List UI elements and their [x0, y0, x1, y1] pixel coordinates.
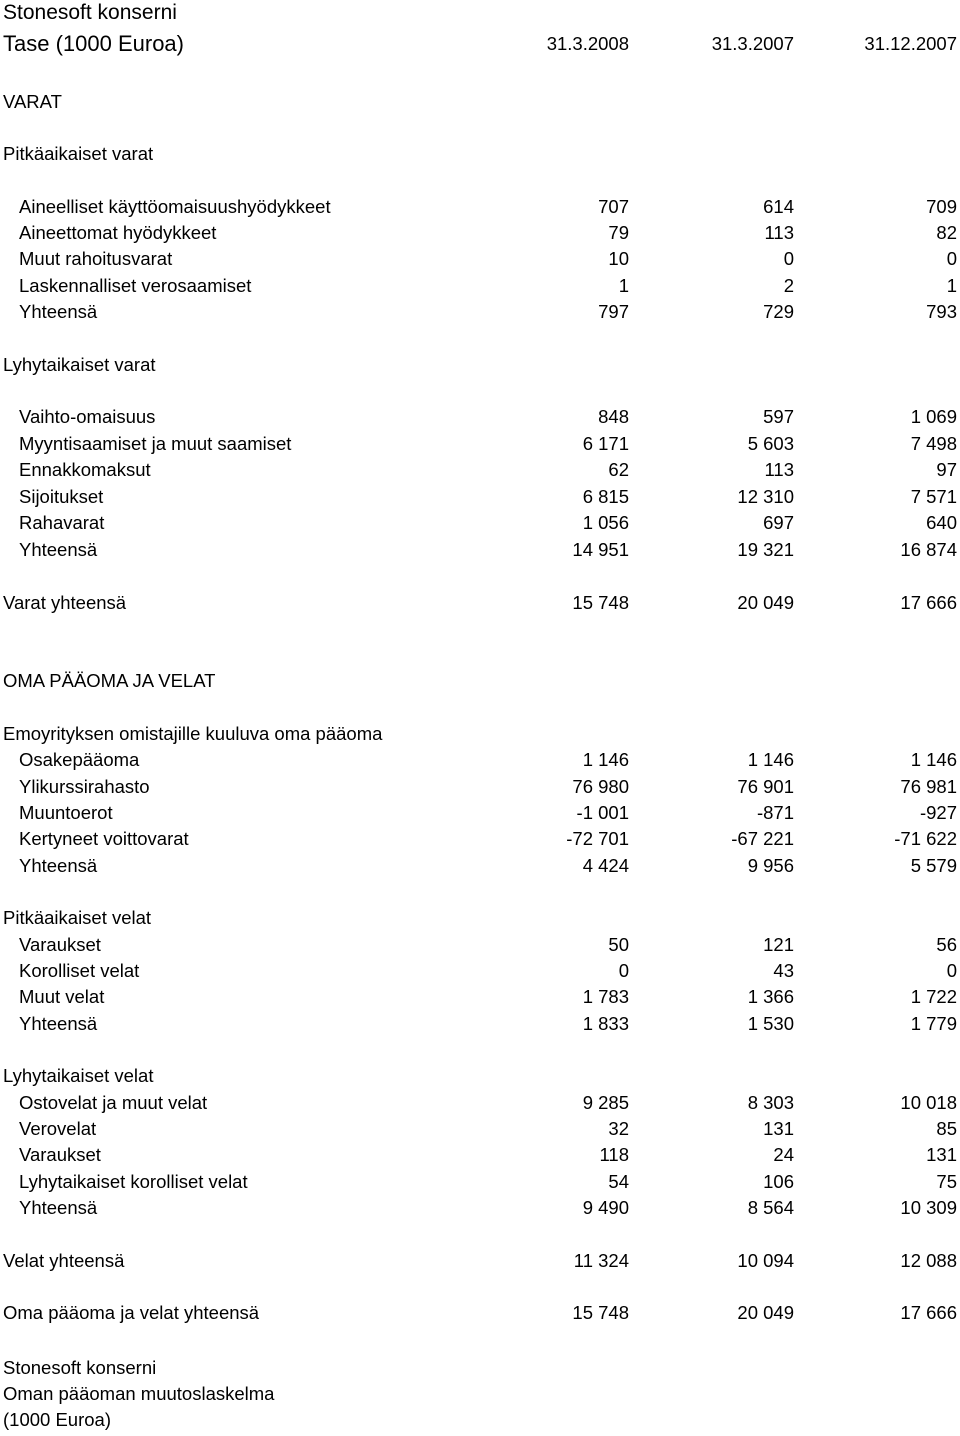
cell-value: 614: [763, 196, 794, 217]
row-label: Yhteensä: [19, 1013, 98, 1034]
cell-value: 113: [764, 459, 794, 480]
table-row: [0, 1142, 960, 1168]
cell-value: 11 324: [573, 1250, 629, 1271]
cell-value: 7 571: [910, 486, 957, 507]
cell-value: 9 490: [582, 1197, 629, 1218]
subsection-heading: [0, 721, 960, 747]
table-row: [0, 431, 960, 457]
row-label: Lyhytaikaiset korolliset velat: [19, 1171, 248, 1192]
subsection-heading-text: Lyhytaikaiset varat: [3, 354, 156, 375]
column-header-fy-2007: 31.12.2007: [864, 33, 957, 54]
subsection-heading-text: Emoyrityksen omistajille kuuluva oma pääoma: [3, 723, 383, 744]
table-row: [0, 932, 960, 958]
cell-value: 76 901: [737, 776, 794, 797]
footer-company-name-text: Stonesoft konserni: [3, 1357, 157, 1378]
cell-value: 20 049: [737, 592, 794, 613]
footer-unit-text: (1000 Euroa): [3, 1409, 111, 1430]
table-row: [0, 457, 960, 483]
footer-unit: [0, 1407, 960, 1433]
cell-value: 16 874: [900, 539, 957, 560]
cell-value: 6 815: [582, 486, 629, 507]
cell-value: 15 748: [572, 592, 629, 613]
cell-value: 76 980: [572, 776, 629, 797]
subsection-heading: [0, 1063, 960, 1089]
cell-value: 17 666: [900, 1302, 957, 1323]
total-row-equity-liabilities: [0, 1300, 960, 1326]
cell-value: 5 603: [747, 433, 794, 454]
table-row: [0, 510, 960, 536]
cell-value: 8 303: [747, 1092, 794, 1113]
row-label: Aineelliset käyttöomaisuushyödykkeet: [19, 196, 331, 217]
cell-value: 50: [608, 934, 629, 955]
row-label: Sijoitukset: [19, 486, 104, 507]
table-row: [0, 1169, 960, 1195]
table-row: [0, 800, 960, 826]
cell-value: 85: [936, 1118, 957, 1139]
cell-value: 729: [763, 301, 794, 322]
cell-value: 640: [926, 512, 957, 533]
table-row: [0, 958, 960, 984]
row-label: Verovelat: [19, 1118, 97, 1139]
row-label: Kertyneet voittovarat: [19, 828, 189, 849]
cell-value: 1: [618, 275, 629, 296]
cell-value: 75: [936, 1171, 957, 1192]
table-row: [0, 484, 960, 510]
cell-value: 12 310: [737, 486, 794, 507]
row-label: Rahavarat: [19, 512, 105, 533]
cell-value: 32: [608, 1118, 629, 1139]
cell-value: -871: [756, 802, 794, 823]
subtotal-row: [0, 853, 960, 879]
cell-value: 131: [926, 1144, 957, 1165]
cell-value: 14 951: [572, 539, 629, 560]
table-row: [0, 246, 960, 272]
section-heading-equity-liabilities: [0, 668, 960, 694]
cell-value: 76 981: [900, 776, 957, 797]
section-heading-assets: [0, 89, 960, 115]
table-row: [0, 1116, 960, 1142]
cell-value: -927: [919, 802, 957, 823]
cell-value: 17 666: [900, 592, 957, 613]
cell-value: 709: [926, 196, 957, 217]
column-header-q1-2007: 31.3.2007: [711, 33, 794, 54]
cell-value: -71 622: [894, 828, 957, 849]
cell-value: 24: [773, 1144, 794, 1165]
total-row-liabilities: [0, 1248, 960, 1274]
cell-value: 1 069: [910, 406, 957, 427]
subtotal-row: [0, 1011, 960, 1037]
cell-value: 79: [608, 222, 629, 243]
cell-value: 1 146: [747, 749, 794, 770]
subsection-heading: [0, 905, 960, 931]
cell-value: 1 779: [910, 1013, 957, 1034]
cell-value: 1: [946, 275, 957, 296]
cell-value: 121: [763, 934, 794, 955]
cell-value: 113: [764, 222, 794, 243]
cell-value: 848: [598, 406, 629, 427]
table-row: [0, 1090, 960, 1116]
cell-value: 797: [598, 301, 629, 322]
row-label: Yhteensä: [19, 1197, 98, 1218]
footer-title: [0, 1381, 960, 1407]
cell-value: 10 094: [737, 1250, 794, 1271]
subsection-heading: [0, 352, 960, 378]
subsection-heading-text: Pitkäaikaiset velat: [3, 907, 152, 928]
cell-value: 597: [763, 406, 794, 427]
balance-sheet-title-row: [0, 31, 960, 57]
row-label: Muut velat: [19, 986, 105, 1007]
cell-value: 1 366: [747, 986, 794, 1007]
total-row-assets: [0, 590, 960, 616]
cell-value: 106: [763, 1171, 794, 1192]
cell-value: 56: [936, 934, 957, 955]
row-label: Aineettomat hyödykkeet: [19, 222, 217, 243]
cell-value: 1 833: [582, 1013, 629, 1034]
cell-value: 9 956: [747, 855, 794, 876]
table-row: [0, 273, 960, 299]
cell-value: 1 530: [747, 1013, 794, 1034]
subtotal-row: [0, 537, 960, 563]
cell-value: 62: [608, 459, 629, 480]
table-row: [0, 747, 960, 773]
row-label: Ennakkomaksut: [19, 459, 151, 480]
column-header-q1-2008: 31.3.2008: [546, 33, 629, 54]
cell-value: 8 564: [747, 1197, 794, 1218]
footer-title-text: Oman pääoman muutoslaskelma: [3, 1383, 275, 1404]
row-label: Ylikurssirahasto: [19, 776, 150, 797]
cell-value: 9 285: [582, 1092, 629, 1113]
table-row: [0, 194, 960, 220]
subtotal-row: [0, 299, 960, 325]
cell-value: 2: [783, 275, 794, 296]
balance-sheet-title: Tase (1000 Euroa): [3, 31, 184, 56]
cell-value: 54: [608, 1171, 629, 1192]
cell-value: 97: [936, 459, 957, 480]
subsection-heading-text: Pitkäaikaiset varat: [3, 143, 154, 164]
cell-value: 1 056: [582, 512, 629, 533]
row-label: Varaukset: [19, 1144, 101, 1165]
cell-value: 707: [598, 196, 629, 217]
subtotal-row: [0, 1195, 960, 1221]
cell-value: 15 748: [572, 1302, 629, 1323]
cell-value: -72 701: [566, 828, 629, 849]
cell-value: 12 088: [900, 1250, 957, 1271]
row-label: Varat yhteensä: [3, 592, 127, 613]
cell-value: 793: [926, 301, 957, 322]
cell-value: 10 309: [900, 1197, 957, 1218]
cell-value: 131: [763, 1118, 794, 1139]
table-row: [0, 774, 960, 800]
row-label: Vaihto-omaisuus: [19, 406, 156, 427]
cell-value: 0: [946, 960, 957, 981]
row-label: Oma pääoma ja velat yhteensä: [3, 1302, 260, 1323]
cell-value: 0: [783, 248, 794, 269]
company-name: [0, 0, 960, 26]
footer-company-name: [0, 1355, 960, 1381]
cell-value: 19 321: [737, 539, 794, 560]
row-label: Osakepääoma: [19, 749, 140, 770]
table-row: [0, 826, 960, 852]
cell-value: 1 722: [910, 986, 957, 1007]
cell-value: 1 146: [582, 749, 629, 770]
cell-value: 118: [599, 1144, 629, 1165]
row-label: Myyntisaamiset ja muut saamiset: [19, 433, 292, 454]
cell-value: 10 018: [900, 1092, 957, 1113]
row-label: Muuntoerot: [19, 802, 113, 823]
section-heading-assets-text: VARAT: [3, 91, 62, 112]
cell-value: 4 424: [582, 855, 629, 876]
cell-value: 0: [946, 248, 957, 269]
row-label: Varaukset: [19, 934, 101, 955]
table-row: [0, 404, 960, 430]
cell-value: 697: [763, 512, 794, 533]
cell-value: 1 783: [582, 986, 629, 1007]
cell-value: 10: [608, 248, 629, 269]
cell-value: 0: [618, 960, 629, 981]
table-row: [0, 984, 960, 1010]
cell-value: -1 001: [576, 802, 629, 823]
table-row: [0, 220, 960, 246]
row-label: Yhteensä: [19, 539, 98, 560]
section-heading-equity-liabilities-text: OMA PÄÄOMA JA VELAT: [3, 670, 216, 691]
row-label: Korolliset velat: [19, 960, 140, 981]
row-label: Yhteensä: [19, 855, 98, 876]
subsection-heading-text: Lyhytaikaiset velat: [3, 1065, 154, 1086]
row-label: Laskennalliset verosaamiset: [19, 275, 252, 296]
cell-value: 20 049: [737, 1302, 794, 1323]
subsection-heading: [0, 141, 960, 167]
company-name-text: Stonesoft konserni: [3, 1, 177, 24]
cell-value: 7 498: [910, 433, 957, 454]
cell-value: 43: [773, 960, 794, 981]
cell-value: 82: [936, 222, 957, 243]
row-label: Yhteensä: [19, 301, 98, 322]
cell-value: -67 221: [731, 828, 794, 849]
row-label: Muut rahoitusvarat: [19, 248, 173, 269]
cell-value: 6 171: [582, 433, 629, 454]
cell-value: 1 146: [910, 749, 957, 770]
cell-value: 5 579: [910, 855, 957, 876]
row-label: Ostovelat ja muut velat: [19, 1092, 208, 1113]
row-label: Velat yhteensä: [3, 1250, 125, 1271]
